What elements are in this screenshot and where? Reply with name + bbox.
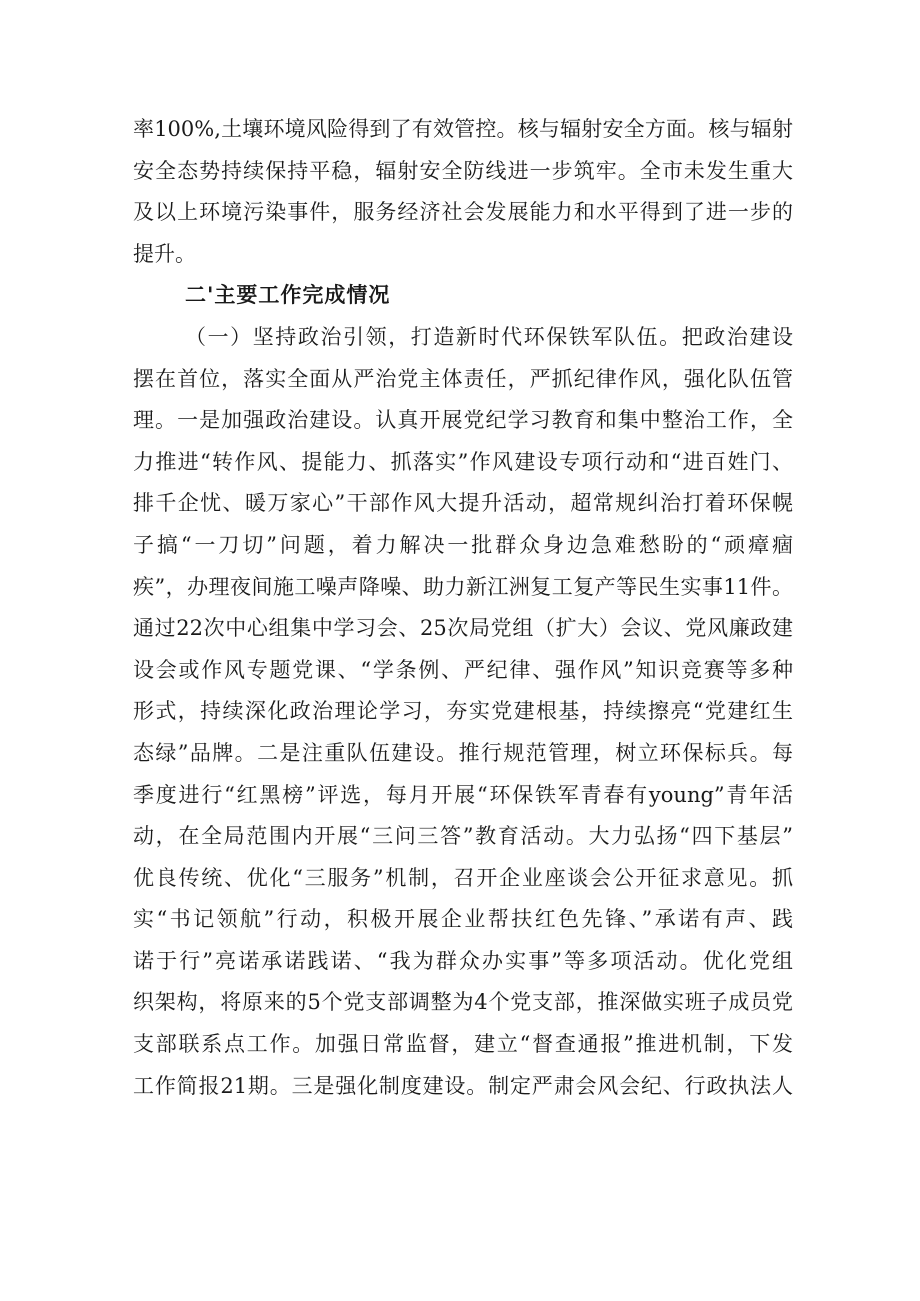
text-line: 力推进“转作风、提能力、抓落实”作风建设专项行动和“进百姓门、 <box>133 449 793 474</box>
text-line: 动，在全局范围内开展“三问三答”教育活动。大力弘扬“四下基层” <box>133 824 793 849</box>
text-line: 实“书记领航”行动，积极开展企业帮扶红色先锋、”承诺有声、践 <box>133 907 793 932</box>
text-line: 设会或作风专题党课、“学条例、严纪律、强作风”知识竞赛等多种 <box>133 657 793 682</box>
text-line: 诺于行”亮诺承诺践诺、“我为群众办实事”等多项活动。优化党组 <box>133 948 793 973</box>
text-line: 提升。 <box>133 241 196 266</box>
text-line: 支部联系点工作。加强日常监督，建立“督查通报”推进机制，下发 <box>133 1032 793 1057</box>
text-line: 季度进行“红黑榜”评选，每月开展“环保铁军青春有young”青年活 <box>133 782 793 807</box>
body-text <box>133 109 793 1107</box>
text-line: 率100%,土壤环境风险得到了有效管控。核与辐射安全方面。核与辐射 <box>133 117 793 141</box>
text-line: 形式，持续深化政治理论学习，夯实党建根基，持续擦亮“党建红生 <box>133 699 793 724</box>
text-line: 安全态势持续保持平稳，辐射安全防线进一步筑牢。全市未发生重大 <box>133 158 793 183</box>
text-line: 态绿”品牌。二是注重队伍建设。推行规范管理，树立环保标兵。每 <box>133 740 793 765</box>
text-line: 疾”，办理夜间施工噪声降噪、助力新江洲复工复产等民生实事11件。 <box>133 574 793 599</box>
text-line: 理。一是加强政治建设。认真开展党纪学习教育和集中整治工作，全 <box>133 408 793 433</box>
text-line: 摆在首位，落实全面从严治党主体责任，严抓纪律作风，强化队伍管 <box>133 366 793 391</box>
text-line: 子搞“一刀切”问题，着力解决一批群众身边急难愁盼的“顽瘴痼 <box>133 532 793 557</box>
text-line: 工作简报21期。三是强化制度建设。制定严肃会风会纪、行政执法人 <box>133 1073 793 1098</box>
text-line: 优良传统、优化“三服务”机制，召开企业座谈会公开征求意见。抓 <box>133 865 793 890</box>
section-heading: 二'主要工作完成情况 <box>185 283 391 308</box>
subsection-heading-line: （一）坚持政治引领，打造新时代环保铁军队伍。把政治建设 <box>185 324 793 349</box>
text-line: 排千企忧、暖万家心”干部作风大提升活动，超常规纠治打着环保幌 <box>133 491 793 516</box>
text-line: 及以上环境污染事件，服务经济社会发展能力和水平得到了进一步的 <box>133 200 793 225</box>
text-line: 织架构，将原来的5个党支部调整为4个党支部，推深做实班子成员党 <box>133 990 793 1015</box>
text-line: 通过22次中心组集中学习会、25次局党组（扩大）会议、党风廉政建 <box>133 616 793 641</box>
